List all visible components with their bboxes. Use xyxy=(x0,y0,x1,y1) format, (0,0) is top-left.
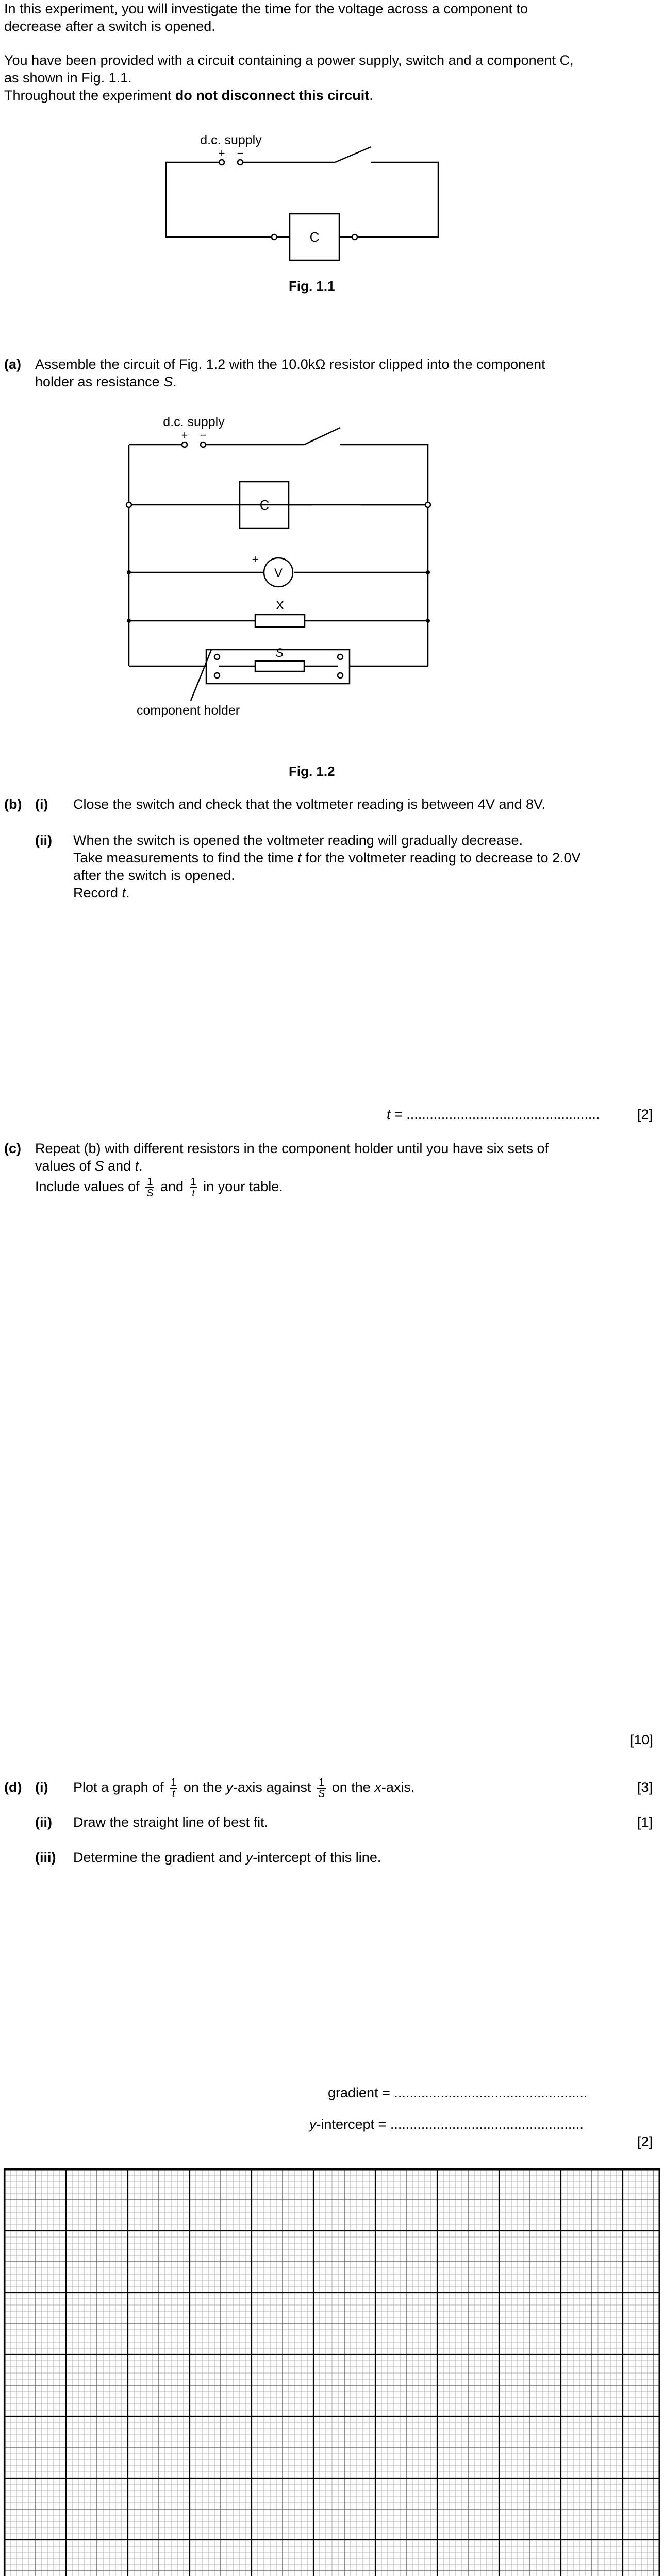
fig12-voltmeter-plus: + xyxy=(252,553,259,566)
part-d-ii-label: (ii) xyxy=(35,1815,52,1830)
part-d-i-label: (i) xyxy=(35,1780,48,1795)
gradient-answer-line: gradient = .................................................. xyxy=(328,2085,588,2100)
fig11-plus: + xyxy=(218,147,225,160)
part-c-line-3: Include values of $\frac{1}{S}$ and $\frac{1}{t}$ in your table. xyxy=(35,1176,283,1199)
circuit-diagram-fig-1-1 xyxy=(155,129,474,263)
fig-1-1-caption: Fig. 1.1 xyxy=(289,278,335,294)
fig12-holder-label: component holder xyxy=(137,703,240,718)
part-d-ii-text: Draw the straight line of best fit. xyxy=(73,1815,269,1830)
part-c-line-1: Repeat (b) with different resistors in the component holder until you have six sets of xyxy=(35,1141,549,1156)
fig11-minus: − xyxy=(237,147,244,160)
part-d-i-marks: [3] xyxy=(637,1780,653,1795)
part-b-ii-label: (ii) xyxy=(35,833,52,848)
fraction-one-over-s: $\frac{1}{S}$ xyxy=(146,1176,154,1199)
part-b-ii-line-2: Take measurements to find the time t for the voltmeter reading to decrease to 2.0V xyxy=(73,850,581,866)
intro-line-1: In this experiment, you will investigate the time for the voltage across a component to xyxy=(4,1,528,16)
intro-line-3: You have been provided with a circuit containing a power supply, switch and a component C, xyxy=(4,53,574,68)
fig-1-2-caption: Fig. 1.2 xyxy=(289,764,335,779)
part-a-line-1: Assemble the circuit of Fig. 1.2 with the 10.0kΩ resistor clipped into the component xyxy=(35,357,545,372)
part-b-marks: [2] xyxy=(637,1107,653,1122)
grid-minor-lines xyxy=(4,2169,660,2576)
graph-paper-grid[interactable] xyxy=(4,2169,660,2576)
fig11-component-label: C xyxy=(309,229,320,245)
intro-line-5: Throughout the experiment do not disconnect this circuit. xyxy=(4,88,373,103)
fig12-plus: + xyxy=(181,429,188,442)
part-d-ii-marks: [1] xyxy=(637,1815,653,1830)
part-d-i-text: Plot a graph of $\frac{1}{t}$ on the y-axis against $\frac{1}{S}$ on the x-axis. xyxy=(73,1776,415,1800)
part-b-ii-line-4: Record t. xyxy=(73,885,130,901)
part-d-marks: [2] xyxy=(637,2134,653,2149)
fig12-resistor-s-label: S xyxy=(275,646,284,660)
part-a-line-2: holder as resistance S. xyxy=(35,374,177,389)
y-intercept-answer-line: y-intercept = .................................................. xyxy=(309,2116,584,2132)
fraction-one-over-t-d: $\frac{1}{t}$ xyxy=(171,1776,177,1800)
intro-line-4: as shown in Fig. 1.1. xyxy=(4,70,132,86)
part-b-label: (b) xyxy=(4,796,22,812)
fig12-voltmeter-label: V xyxy=(274,566,283,580)
fig12-component-label: C xyxy=(259,497,270,513)
intro-line-2: decrease after a switch is opened. xyxy=(4,19,215,34)
part-b-ii-line-1: When the switch is opened the voltmeter reading will gradually decrease. xyxy=(73,833,523,848)
part-b-i-label: (i) xyxy=(35,796,48,812)
part-d-label: (d) xyxy=(4,1780,22,1795)
part-d-iii-text: Determine the gradient and y-intercept of this line. xyxy=(73,1850,381,1865)
fig12-minus: − xyxy=(200,429,207,442)
fig12-resistor-x-label: X xyxy=(275,599,285,613)
fraction-one-over-t: $\frac{1}{t}$ xyxy=(190,1176,196,1199)
fraction-one-over-s-d: $\frac{1}{S}$ xyxy=(318,1776,325,1800)
part-d-iii-label: (iii) xyxy=(35,1850,56,1865)
circuit-diagram-fig-1-2 xyxy=(119,399,469,760)
fig12-supply-label: d.c. supply xyxy=(163,415,225,429)
part-b-ii-line-3: after the switch is opened. xyxy=(73,868,235,883)
part-b-answer-line: t = .................................................. xyxy=(387,1107,600,1122)
part-a-label: (a) xyxy=(4,357,21,372)
part-c-line-2: values of S and t. xyxy=(35,1158,143,1174)
part-c-label: (c) xyxy=(4,1141,21,1156)
part-b-i-text: Close the switch and check that the voltmeter reading is between 4V and 8V. xyxy=(73,796,546,812)
fig11-supply-label: d.c. supply xyxy=(200,133,262,147)
part-c-marks: [10] xyxy=(630,1732,654,1748)
